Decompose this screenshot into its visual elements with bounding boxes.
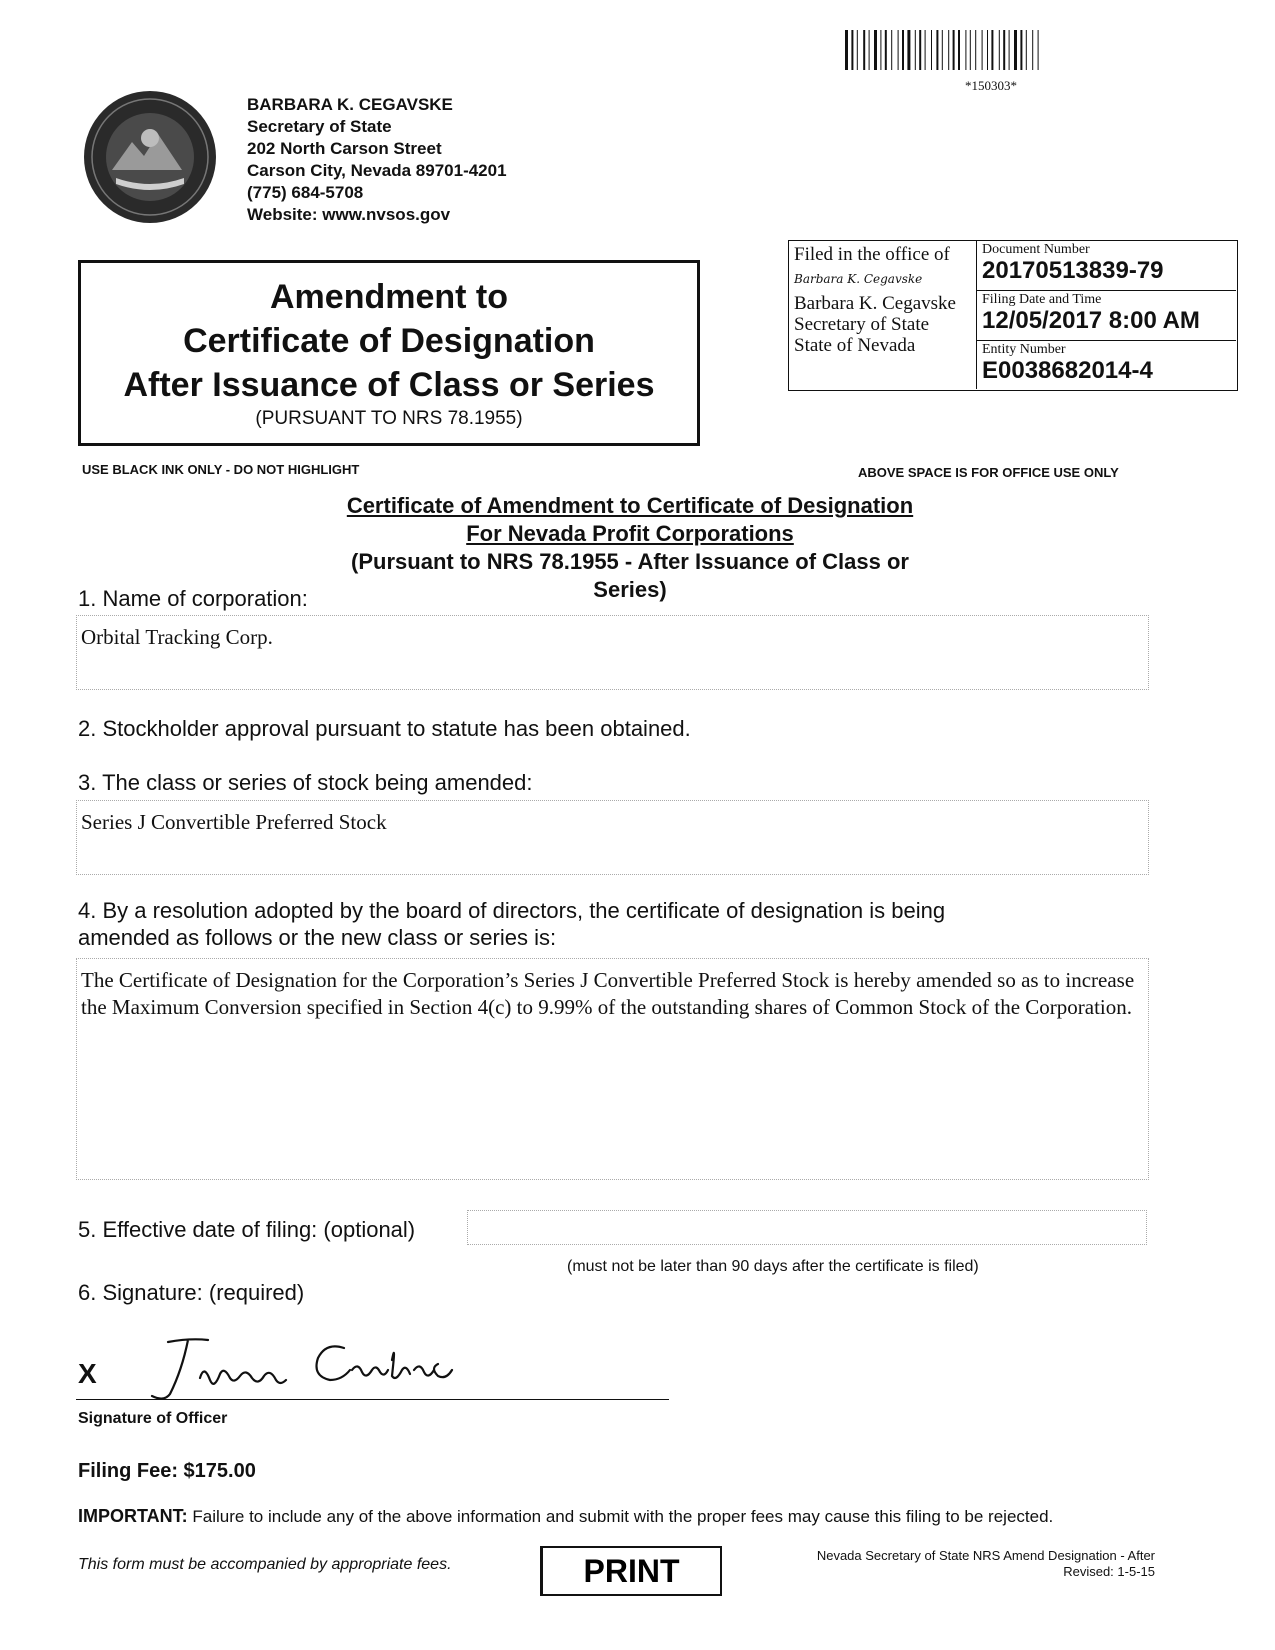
- amendment-resolution-label: [78, 897, 945, 951]
- officer-signature: [130, 1320, 490, 1410]
- filing-date-value: 12/05/2017 8:00 AM: [982, 307, 1200, 334]
- form-name: Nevada Secretary of State NRS Amend Designation - After: [816, 1548, 1155, 1563]
- office-phone: (775) 684-5708: [247, 183, 364, 202]
- signature-label: 6. Signature: (required): [78, 1280, 305, 1305]
- form-title-line-3: After Issuance of Class or Series: [123, 366, 655, 404]
- office-use-note: ABOVE SPACE IS FOR OFFICE USE ONLY: [858, 465, 1119, 480]
- barcode-number: *150303*: [965, 78, 1017, 93]
- secretary-name: BARBARA K. CEGAVSKE: [247, 95, 453, 114]
- stock-class-field[interactable]: Series J Convertible Preferred Stock: [76, 800, 1149, 875]
- important-label: IMPORTANT:: [78, 1506, 188, 1526]
- amendment-label-line-2: amended as follows or the new class or series is:: [78, 925, 557, 950]
- document-number-cell: [977, 241, 1236, 291]
- form-revision-info: [740, 1548, 1155, 1580]
- ink-instruction: USE BLACK INK ONLY - DO NOT HIGHLIGHT: [82, 462, 360, 477]
- signature-x-mark: X: [78, 1358, 97, 1389]
- filing-date-label: Filing Date and Time: [982, 292, 1102, 307]
- form-title-line-2: Certificate of Designation: [183, 322, 595, 360]
- stockholder-approval-statement: 2. Stockholder approval pursuant to statute has been obtained.: [78, 716, 691, 741]
- entity-number-value: E0038682014-4: [982, 357, 1153, 384]
- barcode: [845, 30, 1150, 70]
- entity-number-label: Entity Number: [982, 342, 1066, 357]
- office-address-block: [247, 94, 507, 226]
- filing-date-cell: [977, 291, 1236, 341]
- certificate-heading: [290, 492, 970, 604]
- filed-secretary-name: Barbara K. Cegavske: [794, 293, 956, 314]
- amendment-text-field[interactable]: The Certificate of Designation for the Corporation’s Series J Convertible Preferred Stock is hereby amended so as to increase the Maximum Conversion specified in Section 4(c) to 9.99% of the outstanding shares of Common Stock of the Corporation.: [76, 958, 1149, 1180]
- filed-secretary-title: Secretary of State: [794, 314, 930, 335]
- important-text: Failure to include any of the above information and submit with the proper fees may cause this filing to be rejected.: [192, 1507, 1054, 1526]
- corporation-name-label: 1. Name of corporation:: [78, 586, 308, 611]
- office-city: Carson City, Nevada 89701-4201: [247, 161, 507, 180]
- filed-office-cell: [789, 241, 977, 389]
- heading-line-2: For Nevada Profit Corporations: [466, 521, 794, 546]
- filed-signature: Barbara K. Cegavske: [794, 272, 923, 286]
- document-number-label: Document Number: [982, 242, 1090, 257]
- secretary-title: Secretary of State: [247, 117, 392, 136]
- filed-state: State of Nevada: [794, 335, 916, 356]
- filing-stamp-box: [788, 240, 1238, 391]
- heading-line-4: Series): [593, 577, 667, 602]
- nevada-state-seal-icon: [80, 90, 220, 225]
- effective-date-note: (must not be later than 90 days after the certificate is filed): [567, 1258, 979, 1275]
- form-title-box: [78, 260, 700, 446]
- office-website: Website: www.nvsos.gov: [247, 205, 451, 224]
- important-notice: [78, 1506, 1053, 1527]
- entity-number-cell: [977, 341, 1236, 389]
- signature-of-officer-label: Signature of Officer: [78, 1410, 228, 1427]
- effective-date-label: 5. Effective date of filing: (optional): [78, 1217, 416, 1242]
- effective-date-field[interactable]: [467, 1210, 1147, 1245]
- form-revision-date: Revised: 1-5-15: [1063, 1564, 1155, 1579]
- corporation-name-field[interactable]: Orbital Tracking Corp.: [76, 615, 1149, 690]
- filing-fee: Filing Fee: $175.00: [78, 1460, 256, 1482]
- fees-footer-note: This form must be accompanied by appropriate fees.: [78, 1556, 452, 1573]
- heading-line-1: Certificate of Amendment to Certificate of Designation: [346, 493, 914, 518]
- print-button[interactable]: PRINT: [540, 1546, 722, 1596]
- heading-line-3: (Pursuant to NRS 78.1955 - After Issuance of Class or: [351, 549, 909, 574]
- office-street: 202 North Carson Street: [247, 139, 442, 158]
- form-title-line-1: Amendment to: [270, 278, 508, 316]
- amendment-label-line-1: 4. By a resolution adopted by the board of directors, the certificate of designation is being: [78, 898, 946, 923]
- form-title-statute: (PURSUANT TO NRS 78.1955): [255, 408, 523, 429]
- filed-office-label: Filed in the office of: [794, 244, 950, 265]
- signature-line: [76, 1399, 669, 1400]
- document-number-value: 20170513839-79: [982, 257, 1164, 284]
- stock-class-label: 3. The class or series of stock being amended:: [78, 770, 533, 795]
